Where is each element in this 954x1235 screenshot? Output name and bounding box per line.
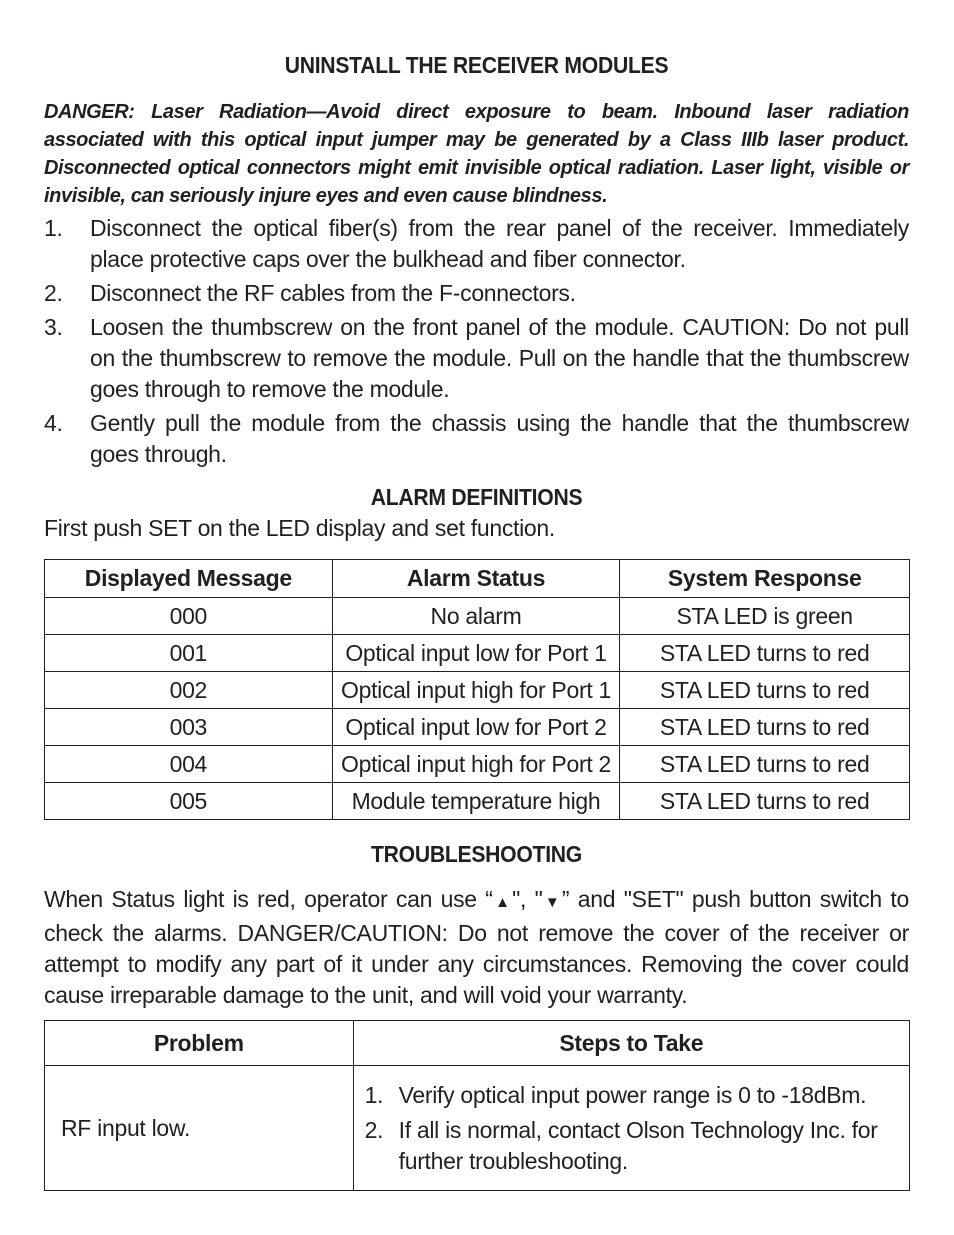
list-item xyxy=(365,1115,896,1177)
troubleshooting-paragraph xyxy=(44,884,909,1011)
table-row xyxy=(45,746,910,783)
troubleshooting-text-start: When Status light is red, operator can use “ xyxy=(44,886,493,912)
step-number: 2. xyxy=(44,280,63,306)
uninstall-steps-list xyxy=(44,213,909,473)
step-text: Disconnect the optical fiber(s) from the rear panel of the receiver. Immediately place protective caps over the bulkhead and fiber connector. xyxy=(90,215,909,272)
alarm-status-cell: No alarm xyxy=(332,598,620,635)
step-number: 1. xyxy=(44,215,63,241)
table-row xyxy=(45,709,910,746)
system-response-cell: STA LED turns to red xyxy=(620,672,910,709)
alarm-intro-text: First push SET on the LED display and set function. xyxy=(44,515,556,541)
table-row xyxy=(45,783,910,820)
step-number: 4. xyxy=(44,410,63,436)
fix-step-text: If all is normal, contact Olson Technology Inc. for further troubleshooting. xyxy=(398,1116,878,1174)
list-item xyxy=(44,213,909,275)
column-header-displayed-message: Displayed Message xyxy=(45,560,333,598)
table-row xyxy=(45,1066,910,1191)
troubleshooting-table xyxy=(44,1020,910,1191)
up-arrow-icon: ▲ xyxy=(492,894,513,911)
system-response-cell: STA LED turns to red xyxy=(620,635,910,672)
step-text: Gently pull the module from the chassis using the handle that the thumbscrew goes through. xyxy=(90,410,909,467)
system-response-cell: STA LED turns to red xyxy=(620,709,910,746)
alarm-status-cell: Optical input low for Port 2 xyxy=(332,709,620,746)
alarm-definitions-table xyxy=(44,559,910,820)
step-text: Disconnect the RF cables from the F-connectors. xyxy=(90,280,576,306)
table-row xyxy=(45,635,910,672)
system-response-cell: STA LED is green xyxy=(620,598,910,635)
fix-step-number: 1. xyxy=(364,1081,384,1108)
list-item xyxy=(44,408,909,470)
alarm-status-cell: Optical input low for Port 1 xyxy=(332,635,620,672)
displayed-message-cell: 002 xyxy=(45,672,333,709)
problem-cell: RF input low. xyxy=(45,1066,354,1191)
fix-step-text: Verify optical input power range is 0 to -18dBm. xyxy=(398,1081,867,1108)
table-header-row xyxy=(45,560,910,598)
troubleshooting-text-separator: ", " xyxy=(512,886,543,912)
column-header-alarm-status: Alarm Status xyxy=(332,560,620,598)
column-header-steps: Steps to Take xyxy=(353,1021,909,1066)
system-response-cell: STA LED turns to red xyxy=(620,746,910,783)
laser-danger-warning: DANGER: Laser Radiation—Avoid direct exposure to beam. Inbound laser radiation associated with this optical input jumper may be generated by a Class IIIb laser product. Disconnected optical connectors might emit invisible optical radiation. Laser light, visible or invisible, can seriously injure eyes and even cause blindness. xyxy=(44,101,909,207)
displayed-message-cell: 001 xyxy=(45,635,333,672)
table-row xyxy=(45,672,910,709)
uninstall-heading: UNINSTALL THE RECEIVER MODULES xyxy=(284,52,669,78)
fix-steps-list xyxy=(355,1080,908,1177)
steps-cell xyxy=(353,1066,909,1191)
alarm-status-cell: Optical input high for Port 2 xyxy=(332,746,620,783)
alarm-status-cell: Optical input high for Port 1 xyxy=(332,672,620,709)
displayed-message-cell: 005 xyxy=(45,783,333,820)
troubleshooting-heading: TROUBLESHOOTING xyxy=(371,841,582,867)
down-arrow-icon: ▼ xyxy=(542,894,562,911)
system-response-cell: STA LED turns to red xyxy=(620,783,910,820)
list-item xyxy=(365,1080,896,1111)
column-header-system-response: System Response xyxy=(620,560,910,598)
list-item xyxy=(44,278,909,309)
step-number: 3. xyxy=(44,314,63,340)
displayed-message-cell: 003 xyxy=(45,709,333,746)
alarm-definitions-heading: ALARM DEFINITIONS xyxy=(370,484,583,510)
table-header-row xyxy=(45,1021,910,1066)
fix-step-number: 2. xyxy=(364,1116,384,1143)
column-header-problem: Problem xyxy=(45,1021,354,1066)
step-text: Loosen the thumbscrew on the front panel of the module. CAUTION: Do not pull on the thumbscrew to remove the module. Pull on the handle that the thumbscrew goes through to remove the module. xyxy=(90,314,909,402)
list-item xyxy=(44,312,909,405)
displayed-message-cell: 004 xyxy=(45,746,333,783)
alarm-status-cell: Module temperature high xyxy=(332,783,620,820)
troubleshooting-text-end: ” and "SET" push button switch to check the alarms. DANGER/CAUTION: Do not remove the cover of the receiver or attempt to modify any part of it under any circumstances. Removing the cover could cause irreparable damage to the unit, and will void your warranty. xyxy=(44,886,909,1008)
displayed-message-cell: 000 xyxy=(45,598,333,635)
table-row xyxy=(45,598,910,635)
